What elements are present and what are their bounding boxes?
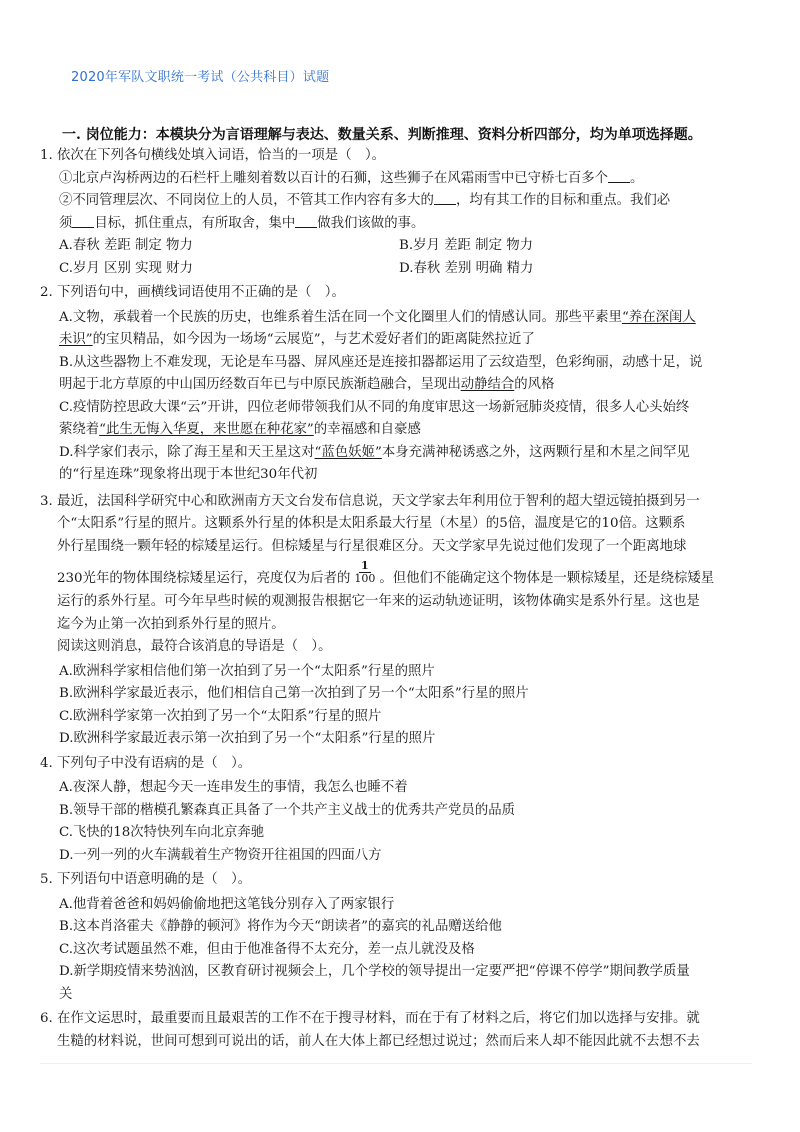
underlined-phrase: “蓝色妖姬” (314, 444, 382, 460)
option-text: 的风格 (514, 377, 555, 392)
option-b-cont (59, 374, 748, 397)
question-number: 5. (40, 872, 53, 887)
fill-blank (295, 214, 317, 228)
option-b: B.这本肖洛霍夫《静静的顿河》将作为今天“朗读者”的嘉宾的礼品赠送给他 (59, 919, 502, 934)
question-stem: 下列语句中语意明确的是（ ）。 (57, 872, 252, 887)
option-a: A.夜深人静，想起今天一连串发生的事情，我怎么也睡不着 (59, 780, 408, 795)
option-text: 萦绕着 (59, 422, 100, 437)
question-number: 6. (40, 1011, 53, 1026)
questions (40, 145, 748, 1053)
option-text: 本身充满神秘诱惑之外，这两颗行星和木星之间罕见 (381, 444, 690, 460)
sentence-1 (59, 168, 748, 191)
options (40, 307, 748, 487)
option-c: C.疫情防控思政大课“云”开讲，四位老师带领我们从不同的角度审思这一场新冠肺炎疫情，很多人心头始终 (59, 399, 690, 415)
page-bottom-divider (40, 1063, 752, 1064)
option-b: B.岁月 差距 制定 物力 (399, 238, 533, 253)
option-c: C.岁月 区别 实现 财力 (59, 260, 193, 276)
passage-line: 生糙的材料说，世间可想到可说出的话，前人在大体上都已经想过说过；然而后来人却不能因此就不去想不去 (57, 1033, 700, 1049)
option-text: D.科学家们表示，除了海王星和天王星这对 (59, 444, 315, 460)
question-passage (57, 1008, 748, 1053)
question-passage (57, 491, 748, 659)
option-d (59, 442, 748, 465)
sentence-text: 须 (59, 215, 73, 231)
passage-line: 个“太阳系”行星的照片。这颗系外行星的体积是太阳系最大行星（木星）的5倍，温度是它的10倍。这颗系 (57, 516, 686, 531)
fill-blank (608, 169, 630, 183)
options (40, 777, 748, 867)
passage-line: 运行的系外行星。可今年早些时候的观测报告根据它一年来的运动轨迹证明，该物体确实是系外行星。这也是 (57, 594, 700, 609)
fill-blank (72, 214, 94, 228)
question-number: 3. (40, 493, 53, 509)
sentence-text: ①北京卢沟桥两边的石栏杆上雕刻着数以百计的石狮，这些狮子在风霜雨雪中已守桥七百多个 (59, 170, 609, 186)
fill-blank (434, 191, 456, 205)
option-a-cont (59, 329, 748, 352)
question-number: 1. (40, 148, 53, 163)
question-3 (40, 491, 748, 751)
fraction-denominator: 100 (354, 572, 376, 585)
question-4 (40, 753, 748, 868)
question-2 (40, 282, 748, 487)
sentence-text: 目标，抓住重点，有所取舍，集中 (94, 215, 296, 231)
option-text: 明起于北方草原的中山国历经数百年已与中原民族渐趋融合，呈现出 (59, 377, 461, 392)
option-d: D.欧洲科学家最近表示第一次拍到了另一个“太阳系”行星的照片 (59, 731, 436, 746)
underlined-phrase: 未识” (59, 332, 93, 347)
passage-line: 在作文运思时，最重要而且最艰苦的工作不在于搜寻材料，而在于有了材料之后，将它们加以选择与安排。就 (57, 1011, 700, 1026)
passage-line: 外行星围绕一颗年轻的棕矮星运行。但棕矮星与行星很难区分。天文学家早先说过他们发现了一个距离地球 (57, 538, 687, 554)
section-heading: 一. 岗位能力：本模块分为言语理解与表达、数量关系、判断推理、资料分析四部分，均为单项选择题。 (62, 127, 702, 143)
underlined-phrase: “此生无悔入华夏，来世愿在种花家” (99, 422, 314, 437)
sentence-text: 做我们该做的事。 (317, 215, 425, 231)
sentence-text: ②不同管理层次、不同岗位上的人员，不管其工作内容有多大的 (59, 193, 434, 208)
options (40, 894, 748, 1007)
option-b: B.领导干部的楷模孔繁森真正具备了一个共产主义战士的优秀共产党员的品质 (59, 802, 515, 818)
passage-line: 最近，法国科学研究中心和欧洲南方天文台发布信息说，天文学家去年利用位于智利的超大望远镜拍摄到另一 (57, 493, 700, 509)
option-b: B.欧洲科学家最近表示，他们相信自己第一次拍到了另一个“太阳系”行星的照片 (59, 686, 529, 701)
underlined-phrase: 动静结合 (460, 377, 515, 392)
sentence-text: ，均有其工作的目标和重点。我们必 (455, 193, 671, 208)
question-1 (40, 145, 748, 280)
question-ask: 阅读这则消息，最符合该消息的导语是（ ）。 (57, 639, 332, 654)
question-number: 2. (40, 285, 53, 300)
question-6 (40, 1008, 748, 1053)
fraction-numerator: 1 (361, 559, 369, 572)
sentence-text: 。 (630, 170, 644, 186)
fraction (352, 560, 377, 585)
option-a: A.欧洲科学家相信他们第一次拍到了另一个“太阳系”行星的照片 (59, 663, 435, 679)
question-stem: 下列语句中，画横线词语使用不正确的是（ ）。 (57, 285, 345, 300)
passage-text: 230光年的物体围绕棕矮星运行，亮度仅为后者的 (57, 571, 351, 586)
option-d: D.春秋 差别 明确 精力 (399, 260, 534, 276)
option-a: A.春秋 差距 制定 物力 (59, 238, 193, 253)
sentence-2 (59, 190, 748, 213)
question-5 (40, 869, 748, 1006)
question-stem: 依次在下列各句横线处填入词语，恰当的一项是（ ）。 (57, 148, 386, 163)
sentence-2-cont (59, 213, 748, 236)
options (40, 661, 748, 751)
passage-line-fraction (57, 559, 748, 591)
option-d-cont: 的“行星连珠”现象将出现于本世纪30年代初 (59, 467, 318, 482)
options (40, 235, 748, 280)
passage-text: 。但他们不能确定这个物体是一颗棕矮星，还是绕棕矮星 (379, 571, 715, 586)
question-number: 4. (40, 755, 53, 771)
question-sentences (40, 168, 748, 236)
option-a: A.他背着爸爸和妈妈偷偷地把这笔钱分别存入了两家银行 (59, 896, 395, 912)
option-a (59, 307, 748, 330)
option-c: C.飞快的18次特快列车向北京奔驰 (59, 825, 265, 840)
option-text: 的幸福感和自豪感 (313, 422, 421, 437)
option-d: D.一列一列的火车满载着生产物资开往祖国的四面八方 (59, 847, 382, 863)
option-c: C.这次考试题虽然不难，但由于他准备得不太充分，差一点儿就没及格 (59, 941, 475, 957)
passage-line: 迄今为止第一次拍到系外行星的照片。 (57, 616, 285, 632)
document-title: 2020年军队文职统一考试（公共科目）试题 (71, 70, 330, 85)
option-b: B.从这些器物上不难发现，无论是车马器、屏风座还是连接扣器都运用了云纹造型，色彩绚丽，动感十足，说 (59, 354, 703, 370)
underlined-phrase: “养在深闺人 (621, 309, 696, 325)
option-text: 的宝贝精品，如今因为一场场“云展览”，与艺术爱好者们的距离陡然拉近了 (92, 332, 535, 347)
option-d: D.新学期疫情来势汹汹，区教育研讨视频会上，几个学校的领导提出一定要严把“停课不停学”期间教学质量 (59, 964, 690, 979)
option-d-cont: 关 (59, 986, 73, 1002)
option-c-cont (59, 419, 748, 442)
option-c: C.欧洲科学家第一次拍到了另一个“太阳系”行星的照片 (59, 708, 382, 724)
question-stem: 下列句子中没有语病的是（ ）。 (57, 755, 252, 771)
option-text: A.文物，承载着一个民族的历史，也维系着生活在同一个文化圈里人们的情感认同。那些平素里 (59, 309, 622, 325)
